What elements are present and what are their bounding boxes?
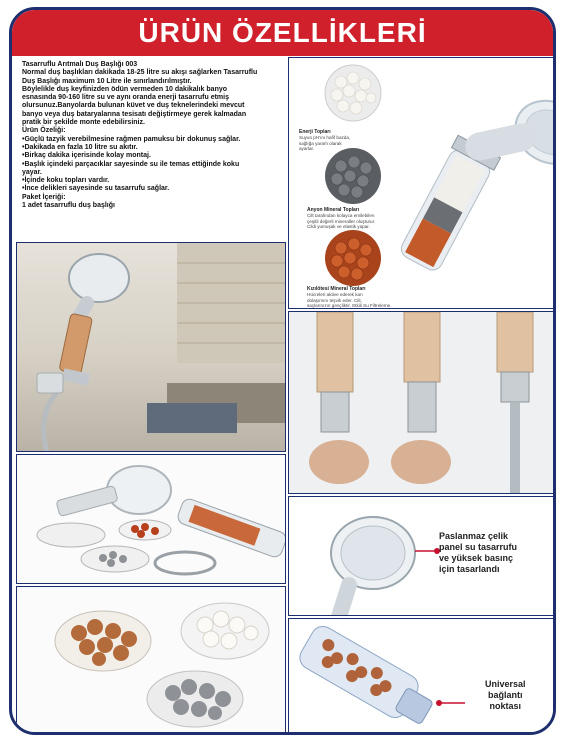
desc-line: olursunuz.Banyolarda bulunan küvet ve duş teknelerindeki mevcut (22, 102, 245, 110)
anion-balls-caption (307, 207, 437, 230)
desc-line: Paket İçeriği: (22, 193, 66, 201)
desc-line: •İnce delikleri sayesinde su tasarrufu sağlar. (22, 185, 170, 193)
connection-callout-section (288, 618, 556, 734)
step-1 (309, 312, 369, 484)
desc-line: banyo veya duş bataryalarına tesisatı değiştirmeye gerek kalmadan (22, 110, 247, 118)
mineral-text: Cildi yumuşak ve elastik yapar. (307, 224, 370, 230)
infrared-balls-image (325, 230, 381, 286)
product-description (16, 57, 286, 240)
callout-line: noktası (489, 701, 522, 711)
desc-line: yayar. (22, 168, 42, 176)
mineral-text: çeşitli değerli mineraller oluşturur. (307, 218, 376, 224)
mineral-balls-photo (16, 586, 286, 734)
callout-line: Paslanmaz çelik (439, 531, 509, 541)
mineral-text: Suyun pH'ını hafif bazda, (299, 135, 351, 140)
desc-line: 1 adet tasarruflu duş başlığı (22, 202, 115, 210)
bathroom-photo (16, 242, 286, 452)
callout-line: Universal (485, 679, 526, 689)
disassembled-parts-image (17, 455, 286, 584)
callout-line: bağlantı (488, 690, 523, 700)
mineral-text: Hücreleri aktive ederek kan (307, 292, 363, 297)
assembly-steps-photo (288, 311, 556, 494)
panel-callout-text (439, 531, 517, 575)
energy-balls-image (325, 65, 381, 121)
energy-balls-caption (299, 129, 409, 152)
page-title: ÜRÜN ÖZELLİKLERİ (138, 17, 427, 48)
mineral-text: dolaşımını teşvik eder. Cilt, (307, 297, 362, 303)
desc-line: Duş Başlığı maximum 10 Litre ile sınırlandırılmıştır. (22, 77, 192, 85)
connection-callout-text (485, 679, 526, 712)
universal-connection-image (289, 619, 556, 734)
mineral-text: saçlarınızın gençliktir. Etkili Su Filtreleme. (307, 303, 392, 309)
callout-line: panel su tasarrufu (439, 542, 518, 552)
desc-line: •Dakikada en fazla 10 litre su akıtır. (22, 143, 138, 151)
parts-photo (16, 454, 286, 584)
mineral-text: sağlığa yararlı olarak (299, 140, 342, 146)
desc-line: •Güçlü tazyik verebilmesine rağmen pamuksu bir dokunuş sağlar. (22, 135, 241, 143)
callout-line: ve yüksek basınç (439, 553, 514, 563)
desc-line: Böylelikle duş keyfinizden ödün vermeden 10 dakikalık banyo (22, 85, 228, 93)
mineral-text: ayarlar. (299, 146, 315, 152)
desc-line: •Birkaç dakika içerisinde kolay montaj. (22, 152, 151, 160)
shower-wall-mount-image (17, 243, 286, 452)
mineral-text: Cilt tarafından kolayca emilebilen (307, 213, 375, 218)
desc-line: pratik bir şekilde monte edebilirsiniz. (22, 119, 145, 127)
title-bar (12, 10, 553, 56)
step-2 (391, 312, 451, 484)
panel-callout-section (288, 496, 556, 616)
desc-line: esnasında 90-160 litre su ve aynı oranda enerji tasarrufu etmiş (22, 94, 229, 102)
desc-line: •İçinde koku topları vardır. (22, 177, 110, 185)
mineral-info-panel (288, 57, 556, 309)
assembly-steps-image (289, 312, 556, 494)
step-3 (497, 312, 533, 494)
desc-line: Normal duş başlıkları dakikada 18-25 litre su akışı sağlarken Tasarruflu (22, 69, 258, 77)
mineral-name: Anyon Mineral Topları (307, 207, 360, 213)
desc-line: Ürün Özeliği: (22, 127, 66, 135)
infrared-balls-caption (307, 286, 447, 309)
desc-line: Tasarruflu Arıtmalı Duş Başlığı 003 (22, 61, 138, 68)
mineral-name: Enerji Topları (299, 129, 331, 135)
shower-head (396, 68, 556, 306)
callout-line: için tasarlandı (439, 564, 500, 574)
mineral-balls-image (17, 587, 286, 734)
desc-line: •Başlık içindeki parçacıklar sayesinde su ile temas ettiğinde koku (22, 160, 240, 168)
anion-balls-image (325, 148, 381, 204)
product-sheet (9, 7, 556, 735)
shower-head-illustration (289, 58, 556, 309)
mineral-name: Kızılötesi Mineral Topları (307, 286, 366, 292)
